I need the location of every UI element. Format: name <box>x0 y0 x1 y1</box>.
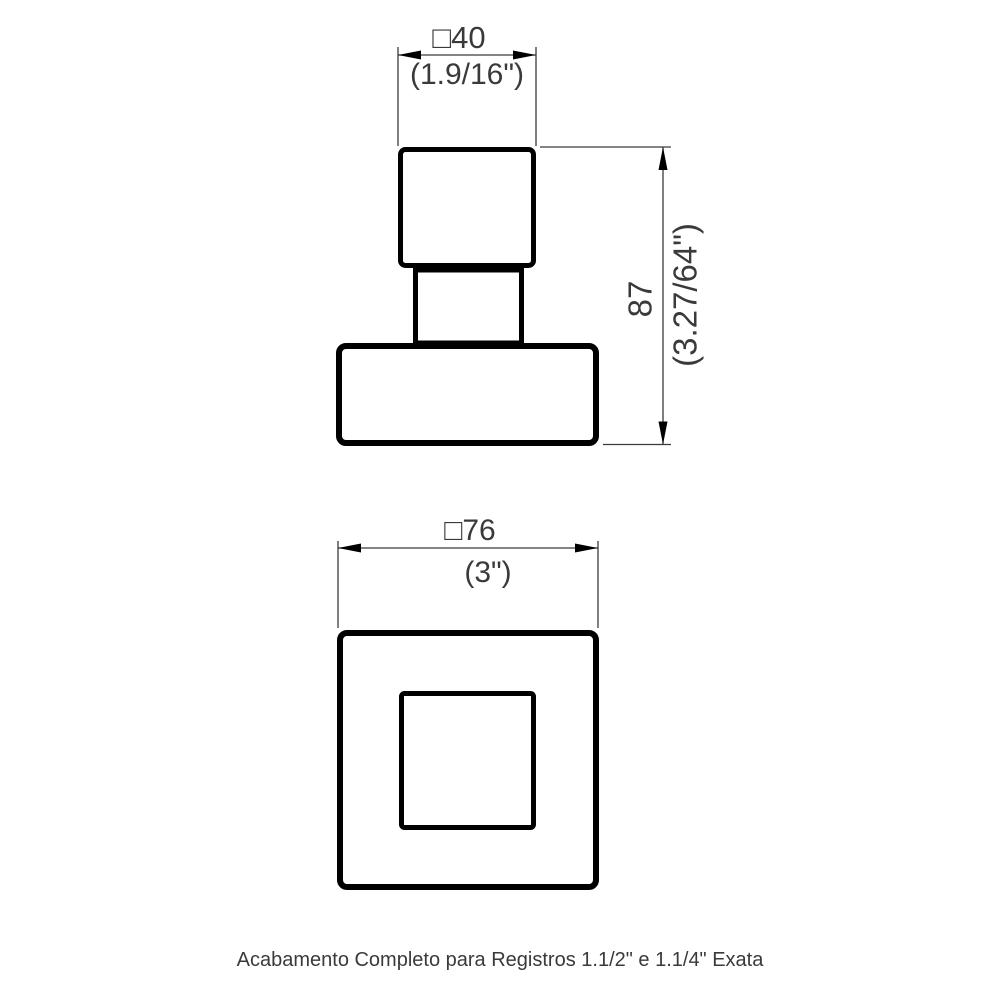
side-width-inches-label: (1.9/16") <box>409 58 525 91</box>
product-caption: Acabamento Completo para Registros 1.1/2" e 1.1/4" Exata <box>236 949 764 971</box>
side-height-inches-label: (3.27/64") <box>666 223 704 367</box>
front-width-mm-label: □76 <box>444 514 496 547</box>
front-view <box>340 633 596 887</box>
side-view-handle-outline <box>401 150 534 266</box>
side-width-mm-label: □40 <box>432 20 486 55</box>
arrowhead-right-icon <box>575 544 598 553</box>
side-view <box>339 150 596 444</box>
side-height-mm-label: 87 <box>621 280 659 318</box>
arrowhead-left-icon <box>338 544 361 553</box>
front-view-knob-outline <box>402 694 534 828</box>
side-view-stem-outline <box>416 270 522 343</box>
side-view-base-outline <box>339 346 596 443</box>
arrowhead-up-icon <box>659 147 668 170</box>
arrowhead-down-icon <box>659 422 668 445</box>
front-width-inches-label: (3") <box>464 556 512 589</box>
